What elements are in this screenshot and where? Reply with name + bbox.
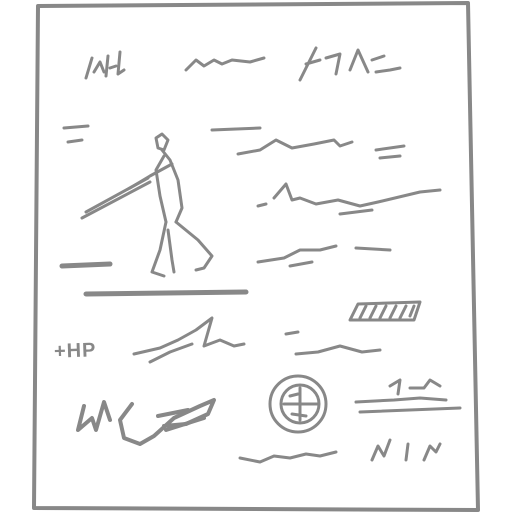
corner-mark bbox=[64, 126, 88, 142]
swordsman-icon bbox=[82, 134, 212, 276]
hp-value-scribble bbox=[134, 318, 380, 362]
hp-label: +HP bbox=[53, 339, 97, 363]
striped-bar-icon bbox=[350, 302, 420, 320]
left-dash bbox=[62, 264, 110, 266]
ground-line bbox=[86, 292, 246, 294]
crosshair-emblem-icon bbox=[270, 376, 326, 432]
signature-scribble bbox=[78, 400, 214, 444]
ability-text-scribbles bbox=[212, 128, 440, 266]
flavor-scribble bbox=[240, 452, 336, 462]
card-border bbox=[34, 3, 478, 510]
card-title-scribble bbox=[86, 48, 400, 80]
cost-scribble bbox=[356, 380, 460, 460]
